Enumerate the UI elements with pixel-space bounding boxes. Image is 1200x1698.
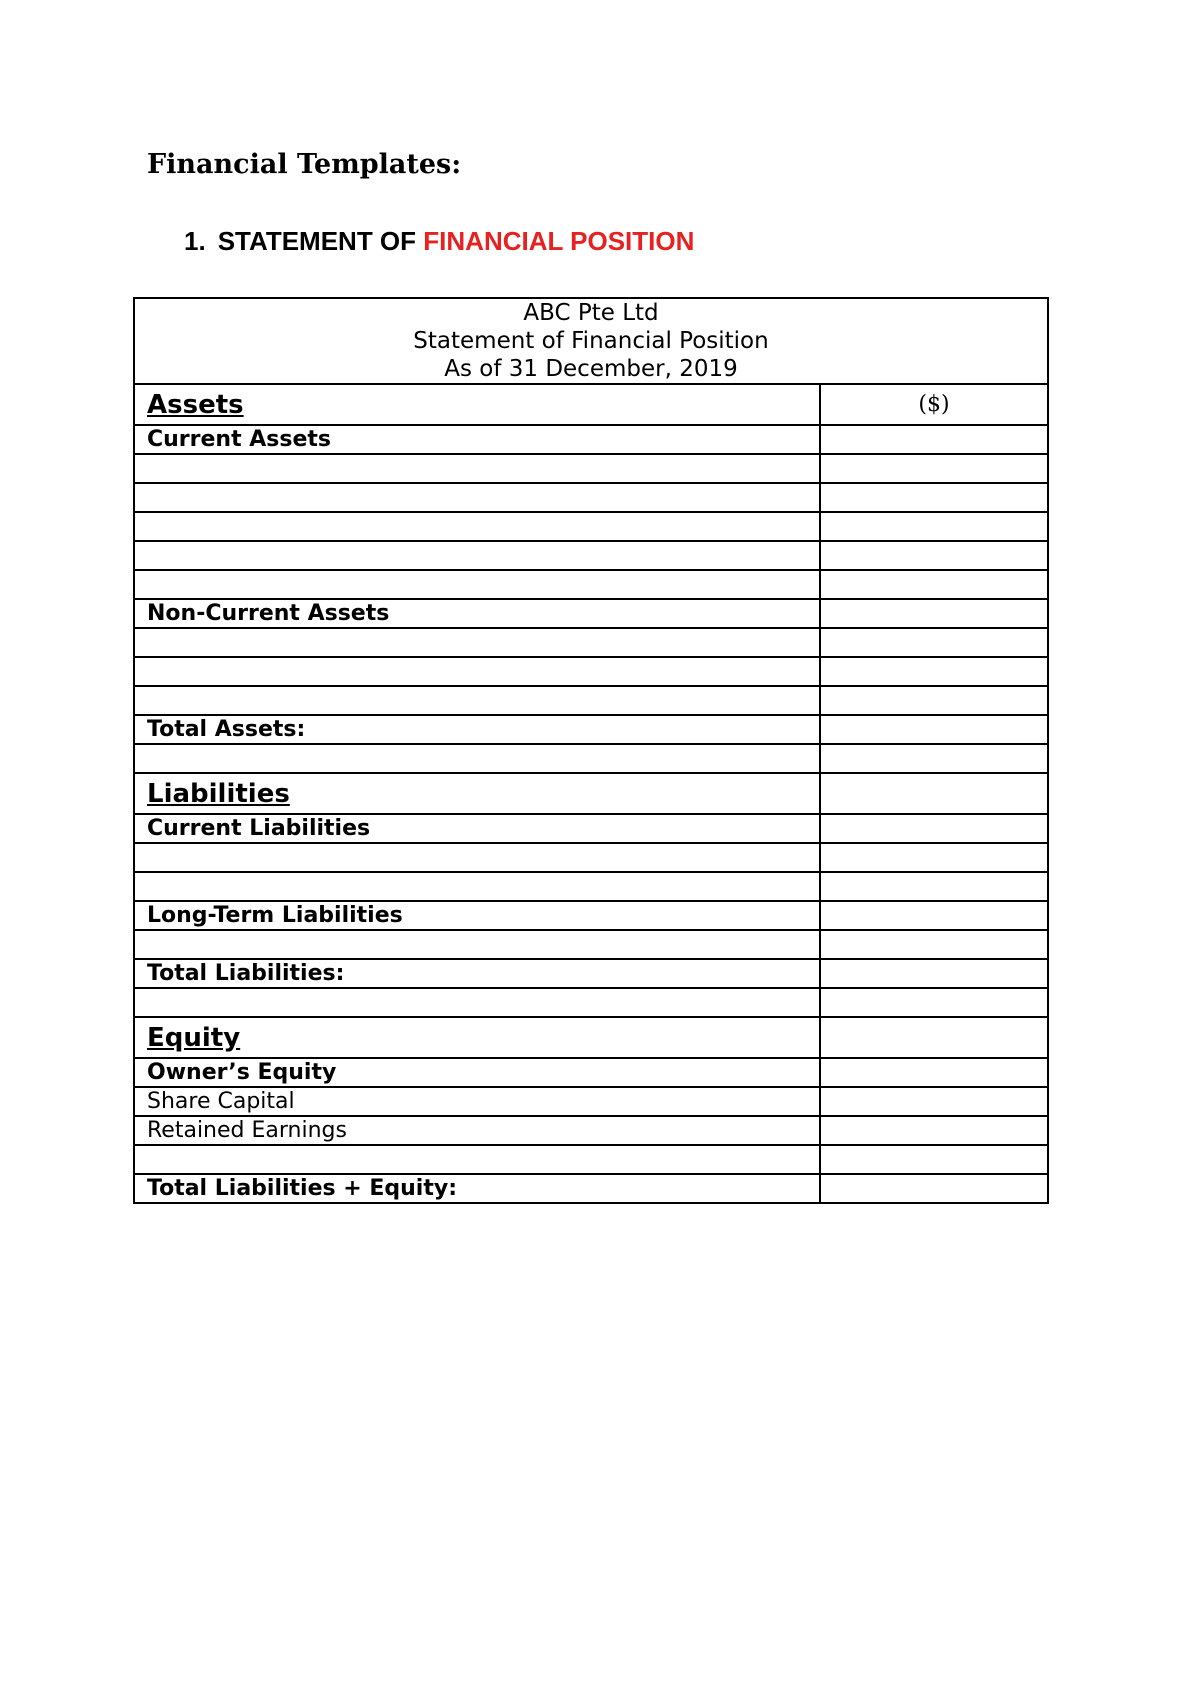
table-row [134, 959, 1048, 988]
table-row [134, 599, 1048, 628]
total-liabilities-equity-amount[interactable] [820, 1174, 1048, 1203]
amount-cell[interactable] [820, 1145, 1048, 1174]
table-row [134, 657, 1048, 686]
statement-header [134, 298, 1048, 384]
table-row [134, 988, 1048, 1017]
table-row [134, 773, 1048, 814]
total-liabilities-equity-label: Total Liabilities + Equity: [134, 1174, 820, 1203]
amount-cell[interactable] [820, 814, 1048, 843]
table-row [134, 1017, 1048, 1058]
label-cell[interactable] [134, 628, 820, 657]
table-row [134, 628, 1048, 657]
table-row [134, 1116, 1048, 1145]
table-row [134, 425, 1048, 454]
amount-cell[interactable] [820, 599, 1048, 628]
amount-cell[interactable] [820, 570, 1048, 599]
table-row [134, 454, 1048, 483]
amount-cell[interactable] [820, 425, 1048, 454]
label-cell[interactable] [134, 657, 820, 686]
section-heading [184, 224, 694, 258]
table-row [134, 744, 1048, 773]
table-row [134, 483, 1048, 512]
table-row [134, 930, 1048, 959]
label-cell[interactable] [134, 1145, 820, 1174]
total-assets-label: Total Assets: [134, 715, 820, 744]
owners-equity-label: Owner’s Equity [134, 1058, 820, 1087]
retained-earnings-amount[interactable] [820, 1116, 1048, 1145]
section-heading-red: FINANCIAL POSITION [423, 226, 695, 256]
label-cell[interactable] [134, 483, 820, 512]
total-assets-amount[interactable] [820, 715, 1048, 744]
amount-cell[interactable] [820, 541, 1048, 570]
document-title: Financial Templates: [147, 149, 462, 180]
financial-position-table [133, 297, 1049, 1204]
non-current-assets-label: Non-Current Assets [134, 599, 820, 628]
amount-cell[interactable] [820, 483, 1048, 512]
table-row [134, 1174, 1048, 1203]
amount-cell[interactable] [820, 1058, 1048, 1087]
table-row [134, 512, 1048, 541]
label-cell[interactable] [134, 744, 820, 773]
amount-cell[interactable] [820, 901, 1048, 930]
amount-cell[interactable] [820, 773, 1048, 814]
label-cell[interactable] [134, 843, 820, 872]
table-row [134, 541, 1048, 570]
table-row [134, 901, 1048, 930]
amount-cell[interactable] [820, 454, 1048, 483]
amount-cell[interactable] [820, 872, 1048, 901]
label-cell[interactable] [134, 988, 820, 1017]
current-liabilities-label: Current Liabilities [134, 814, 820, 843]
amount-cell[interactable] [820, 512, 1048, 541]
label-cell[interactable] [134, 454, 820, 483]
label-cell[interactable] [134, 686, 820, 715]
amount-cell[interactable] [820, 628, 1048, 657]
amount-cell[interactable] [820, 843, 1048, 872]
section-heading-black: STATEMENT OF [217, 226, 417, 256]
long-term-liabilities-label: Long-Term Liabilities [134, 901, 820, 930]
statement-name: Statement of Financial Position [413, 328, 769, 354]
table-row [134, 843, 1048, 872]
current-assets-label: Current Assets [134, 425, 820, 454]
amount-cell[interactable] [820, 930, 1048, 959]
table-row [134, 384, 1048, 425]
label-cell[interactable] [134, 930, 820, 959]
total-liabilities-amount[interactable] [820, 959, 1048, 988]
assets-heading: Assets [134, 384, 820, 425]
company-name: ABC Pte Ltd [523, 300, 659, 326]
label-cell[interactable] [134, 570, 820, 599]
table-row [134, 570, 1048, 599]
equity-heading: Equity [134, 1017, 820, 1058]
table-row [134, 1087, 1048, 1116]
share-capital-label: Share Capital [134, 1087, 820, 1116]
table-row [134, 872, 1048, 901]
table-row [134, 1145, 1048, 1174]
table-row [134, 1058, 1048, 1087]
label-cell[interactable] [134, 512, 820, 541]
statement-date: As of 31 December, 2019 [444, 356, 738, 382]
table-row [134, 814, 1048, 843]
section-number: 1. [184, 226, 206, 256]
table-row [134, 686, 1048, 715]
amount-cell[interactable] [820, 657, 1048, 686]
currency-header: ($) [820, 384, 1048, 425]
total-liabilities-label: Total Liabilities: [134, 959, 820, 988]
table-row [134, 715, 1048, 744]
share-capital-amount[interactable] [820, 1087, 1048, 1116]
label-cell[interactable] [134, 872, 820, 901]
label-cell[interactable] [134, 541, 820, 570]
retained-earnings-label: Retained Earnings [134, 1116, 820, 1145]
amount-cell[interactable] [820, 1017, 1048, 1058]
amount-cell[interactable] [820, 744, 1048, 773]
amount-cell[interactable] [820, 686, 1048, 715]
liabilities-heading: Liabilities [134, 773, 820, 814]
amount-cell[interactable] [820, 988, 1048, 1017]
